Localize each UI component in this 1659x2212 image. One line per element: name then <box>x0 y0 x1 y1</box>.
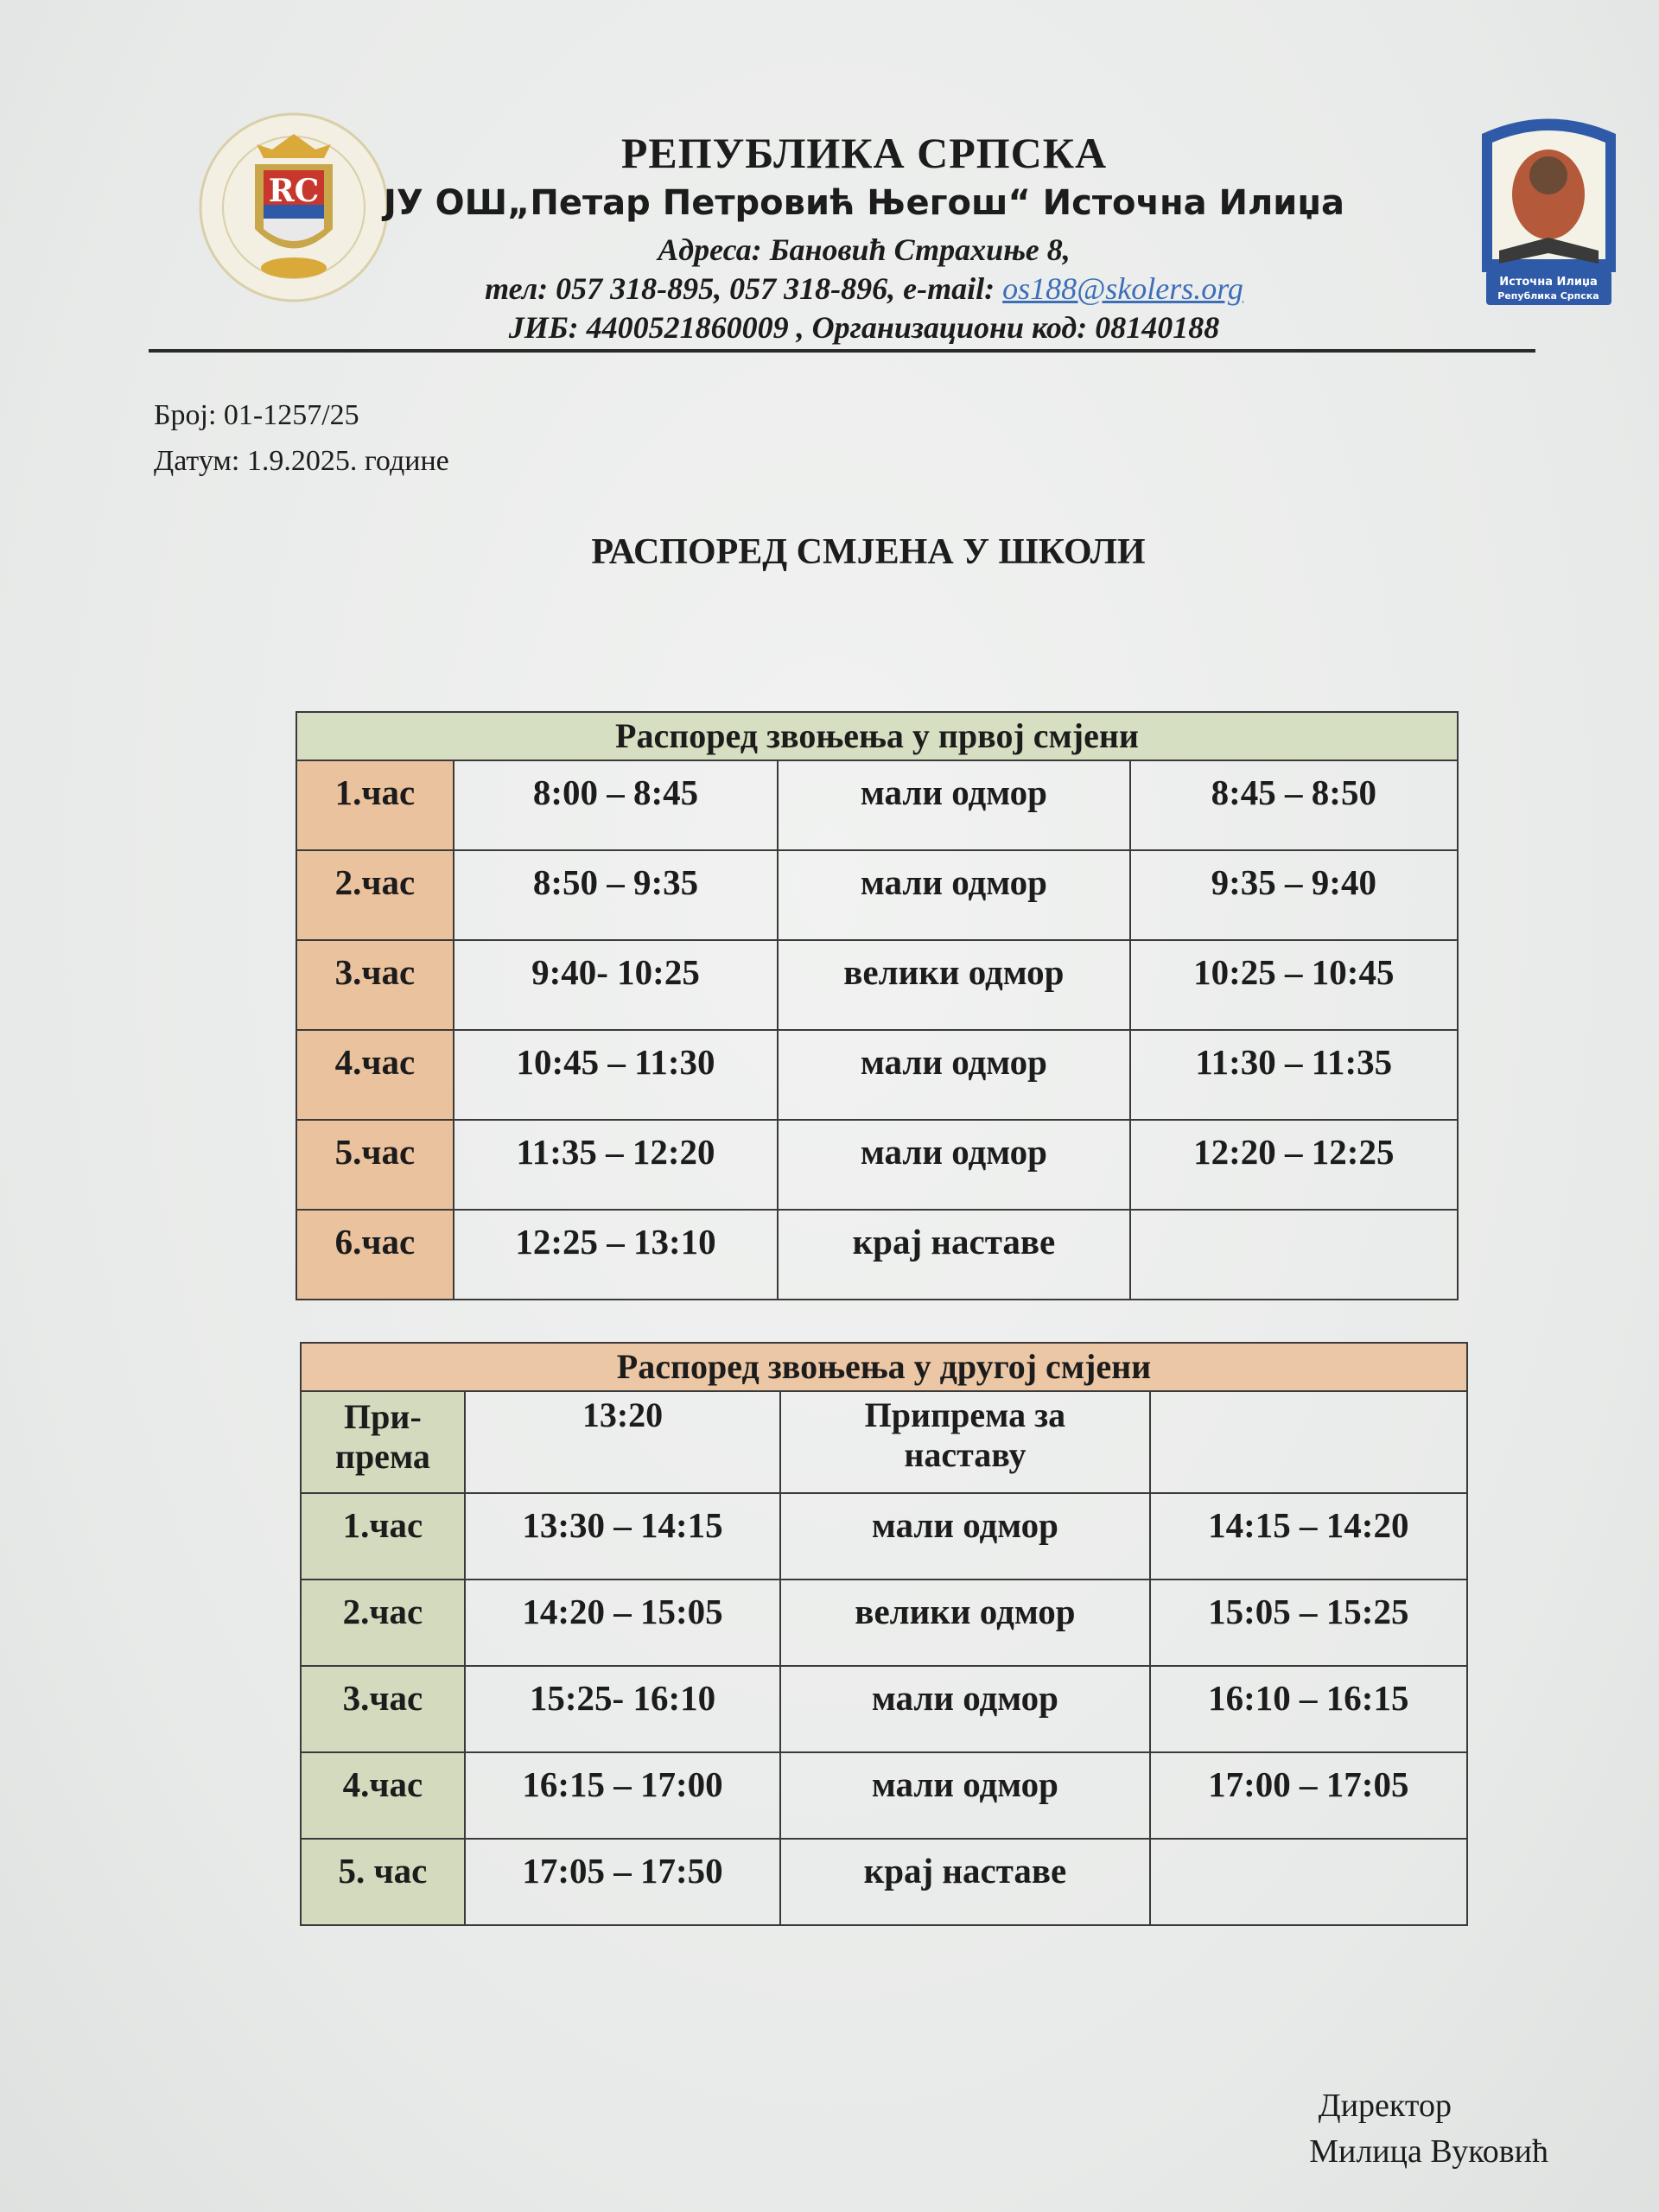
break-type: крај наставе <box>778 1210 1129 1300</box>
period-time: 8:50 – 9:35 <box>454 850 778 940</box>
period-time: 9:40- 10:25 <box>454 940 778 1030</box>
table-row <box>301 1391 1467 1493</box>
table-row <box>296 940 1458 1030</box>
period-label: 1.час <box>296 760 454 850</box>
table-row <box>301 1580 1467 1666</box>
prep-label-line: према <box>334 1437 430 1476</box>
svg-text:Источна Илиџа: Источна Илиџа <box>1499 276 1598 289</box>
break-time: 15:05 – 15:25 <box>1150 1580 1467 1666</box>
first-shift-caption: Распоред звоњења у првој смјени <box>296 712 1458 760</box>
period-label: 3.час <box>296 940 454 1030</box>
break-time: 17:00 – 17:05 <box>1150 1752 1467 1839</box>
break-time: 11:30 – 11:35 <box>1130 1030 1458 1120</box>
table-row <box>301 1493 1467 1580</box>
period-time: 12:25 – 13:10 <box>454 1210 778 1300</box>
email-link[interactable]: os188@skolers.org <box>1002 271 1243 306</box>
period-time: 15:25- 16:10 <box>465 1666 780 1752</box>
school-name: ЈУ ОШ„Петар Петровић Његош“ Источна Илиџа <box>384 183 1344 223</box>
period-time: 13:30 – 14:15 <box>465 1493 780 1580</box>
prep-time: 13:20 <box>465 1391 780 1493</box>
prep-label <box>301 1391 465 1493</box>
table-row <box>301 1839 1467 1925</box>
break-type: велики одмор <box>778 940 1129 1030</box>
second-shift-table <box>300 1342 1468 1926</box>
period-time: 8:00 – 8:45 <box>454 760 778 850</box>
period-time: 11:35 – 12:20 <box>454 1120 778 1210</box>
period-label: 4.час <box>301 1752 465 1839</box>
prep-text-line: наставу <box>904 1435 1027 1474</box>
signature-name: Милица Вуковић <box>1309 2133 1548 2170</box>
prep-label-line: При- <box>344 1397 422 1436</box>
period-label: 4.час <box>296 1030 454 1120</box>
table-row <box>296 1210 1458 1300</box>
period-label: 5. час <box>301 1839 465 1925</box>
contact-line <box>328 270 1400 307</box>
break-type: мали одмор <box>778 760 1129 850</box>
school-address: Адреса: Бановић Страхиње 8, <box>658 232 1071 267</box>
break-time <box>1150 1391 1467 1493</box>
break-type: велики одмор <box>780 1580 1149 1666</box>
table-row <box>301 1752 1467 1839</box>
table-row <box>296 1030 1458 1120</box>
svg-text:RC: RC <box>268 173 320 209</box>
period-label: 2.час <box>296 850 454 940</box>
document-title: РАСПОРЕД СМЈЕНА У ШКОЛИ <box>591 532 1146 572</box>
break-type: мали одмор <box>778 850 1129 940</box>
table-row <box>301 1666 1467 1752</box>
document-number: Број: 01-1257/25 <box>154 399 359 431</box>
break-type: мали одмор <box>780 1493 1149 1580</box>
school-logo-icon <box>1473 108 1624 311</box>
header-divider <box>149 349 1535 353</box>
break-type: крај наставе <box>780 1839 1149 1925</box>
table-row <box>296 760 1458 850</box>
republic-title: РЕПУБЛИКА СРПСКА <box>620 129 1108 177</box>
period-time: 16:15 – 17:00 <box>465 1752 780 1839</box>
document-date: Датум: 1.9.2025. године <box>154 445 449 477</box>
break-time: 10:25 – 10:45 <box>1130 940 1458 1030</box>
second-shift-caption: Распоред звоњења у другој смјени <box>301 1343 1467 1391</box>
break-type: мали одмор <box>778 1030 1129 1120</box>
period-label: 5.час <box>296 1120 454 1210</box>
break-type: мали одмор <box>780 1752 1149 1839</box>
table-row <box>296 850 1458 940</box>
break-time <box>1150 1839 1467 1925</box>
registration-ids: ЈИБ: 4400521860009 , Организациони код: 08140188 <box>508 310 1220 345</box>
period-label: 3.час <box>301 1666 465 1752</box>
break-time: 14:15 – 14:20 <box>1150 1493 1467 1580</box>
break-time: 12:20 – 12:25 <box>1130 1120 1458 1210</box>
period-label: 6.час <box>296 1210 454 1300</box>
phone-numbers: тел: 057 318-895, 057 318-896, e-mail: <box>485 271 1003 306</box>
break-type: мали одмор <box>780 1666 1149 1752</box>
break-time: 16:10 – 16:15 <box>1150 1666 1467 1752</box>
period-time: 17:05 – 17:50 <box>465 1839 780 1925</box>
period-label: 2.час <box>301 1580 465 1666</box>
period-time: 14:20 – 15:05 <box>465 1580 780 1666</box>
period-label: 1.час <box>301 1493 465 1580</box>
break-time: 9:35 – 9:40 <box>1130 850 1458 940</box>
table-row <box>296 1120 1458 1210</box>
break-type: мали одмор <box>778 1120 1129 1210</box>
period-time: 10:45 – 11:30 <box>454 1030 778 1120</box>
prep-text <box>780 1391 1149 1493</box>
prep-text-line: Припрема за <box>864 1395 1066 1434</box>
first-shift-table <box>296 711 1459 1300</box>
break-time: 8:45 – 8:50 <box>1130 760 1458 850</box>
signature-role: Директор <box>1318 2088 1452 2124</box>
svg-text:Република Српска: Република Српска <box>1497 290 1599 302</box>
break-time <box>1130 1210 1458 1300</box>
